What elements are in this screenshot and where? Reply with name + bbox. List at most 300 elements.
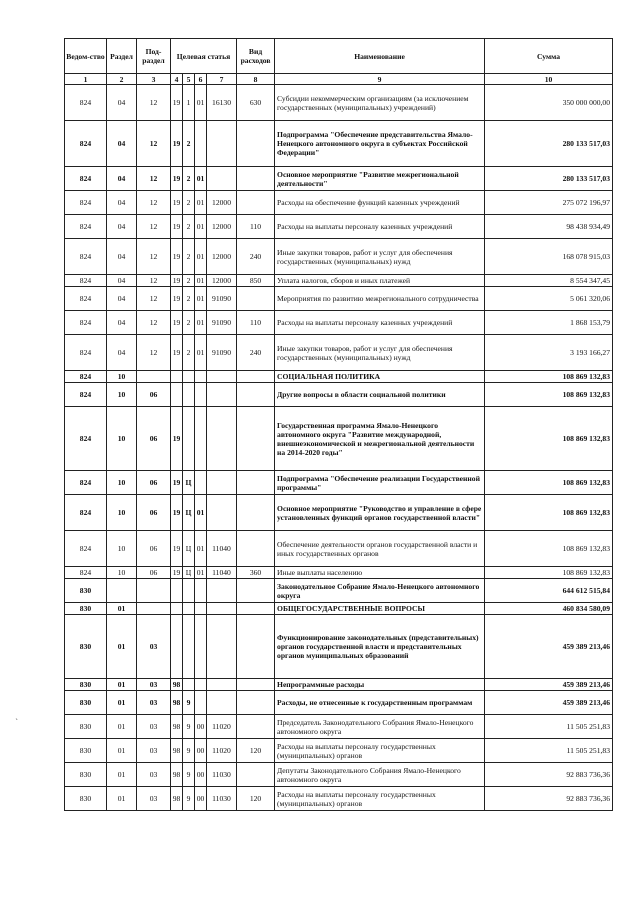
row-razdel: 04 [107, 311, 137, 335]
row-target-3: 00 [195, 787, 207, 811]
row-podrazdel: 06 [137, 407, 171, 471]
row-target-1: 19 [171, 85, 183, 121]
row-podrazdel [137, 371, 171, 383]
margin-mark: ` [15, 718, 19, 727]
row-sum: 11 505 251,83 [485, 715, 613, 739]
table-row [65, 239, 613, 275]
table-row [65, 191, 613, 215]
row-vedomstvo: 824 [65, 287, 107, 311]
row-expense-type: 360 [237, 567, 275, 579]
row-podrazdel: 03 [137, 715, 171, 739]
row-podrazdel: 06 [137, 471, 171, 495]
row-expense-type [237, 287, 275, 311]
row-expense-type [237, 679, 275, 691]
row-target-2: 9 [183, 715, 195, 739]
row-target-4: 11030 [207, 763, 237, 787]
row-razdel: 10 [107, 567, 137, 579]
row-razdel: 10 [107, 471, 137, 495]
row-razdel [107, 579, 137, 603]
row-vedomstvo: 830 [65, 787, 107, 811]
row-expense-type [237, 495, 275, 531]
row-sum: 108 869 132,83 [485, 471, 613, 495]
row-sum: 459 389 213,46 [485, 679, 613, 691]
table-row [65, 121, 613, 167]
table-row [65, 275, 613, 287]
table-row [65, 495, 613, 531]
row-target-2: 2 [183, 167, 195, 191]
table-row [65, 787, 613, 811]
table-row [65, 287, 613, 311]
table-row [65, 383, 613, 407]
row-target-1: 19 [171, 121, 183, 167]
row-expense-type [237, 715, 275, 739]
row-target-4 [207, 691, 237, 715]
row-podrazdel: 03 [137, 763, 171, 787]
row-target-4: 12000 [207, 239, 237, 275]
row-target-2 [183, 371, 195, 383]
row-target-4 [207, 679, 237, 691]
row-target-3 [195, 407, 207, 471]
row-target-1: 98 [171, 715, 183, 739]
row-podrazdel [137, 579, 171, 603]
row-vedomstvo: 830 [65, 715, 107, 739]
table-row [65, 167, 613, 191]
row-razdel: 10 [107, 531, 137, 567]
row-name: Иные закупки товаров, работ и услуг для обеспечения государственных (муниципальных) нужд [275, 335, 485, 371]
row-sum: 5 061 320,06 [485, 287, 613, 311]
table-row [65, 531, 613, 567]
row-razdel: 10 [107, 371, 137, 383]
row-target-2: 2 [183, 121, 195, 167]
row-target-4: 11030 [207, 787, 237, 811]
row-podrazdel: 12 [137, 121, 171, 167]
row-target-4: 12000 [207, 275, 237, 287]
row-expense-type: 850 [237, 275, 275, 287]
row-sum: 168 078 915,03 [485, 239, 613, 275]
row-target-3: 01 [195, 215, 207, 239]
row-podrazdel: 12 [137, 311, 171, 335]
row-name: Уплата налогов, сборов и иных платежей [275, 275, 485, 287]
header-expense-type: Вид расходов [237, 39, 275, 74]
row-target-2: 2 [183, 239, 195, 275]
row-target-2: Ц [183, 495, 195, 531]
row-target-2: 2 [183, 275, 195, 287]
row-podrazdel: 03 [137, 615, 171, 679]
row-target-2: 9 [183, 763, 195, 787]
row-sum: 644 612 515,84 [485, 579, 613, 603]
header-sum: Сумма [485, 39, 613, 74]
row-target-3 [195, 691, 207, 715]
row-target-3 [195, 121, 207, 167]
row-target-4: 16130 [207, 85, 237, 121]
row-expense-type [237, 615, 275, 679]
row-sum: 108 869 132,83 [485, 383, 613, 407]
row-target-3: 00 [195, 715, 207, 739]
row-expense-type [237, 763, 275, 787]
row-name: ОБЩЕГОСУДАРСТВЕННЫЕ ВОПРОСЫ [275, 603, 485, 615]
row-target-2 [183, 407, 195, 471]
row-target-2: Ц [183, 567, 195, 579]
row-target-4 [207, 371, 237, 383]
row-name: Иные выплаты населению [275, 567, 485, 579]
row-sum: 3 193 166,27 [485, 335, 613, 371]
table-row [65, 215, 613, 239]
row-expense-type [237, 167, 275, 191]
row-target-4: 12000 [207, 215, 237, 239]
row-razdel: 04 [107, 121, 137, 167]
row-target-1 [171, 579, 183, 603]
row-name: Расходы на выплаты персоналу казенных учреждений [275, 311, 485, 335]
row-sum: 92 883 736,36 [485, 763, 613, 787]
col-number: 1 [65, 74, 107, 85]
table-row [65, 407, 613, 471]
col-number: 7 [207, 74, 237, 85]
row-target-4 [207, 471, 237, 495]
row-target-4: 11040 [207, 567, 237, 579]
row-target-3: 00 [195, 739, 207, 763]
row-target-1 [171, 383, 183, 407]
row-target-1: 19 [171, 531, 183, 567]
row-expense-type [237, 531, 275, 567]
row-target-2: 2 [183, 311, 195, 335]
row-vedomstvo: 824 [65, 531, 107, 567]
row-name: Законодательное Собрание Ямало-Ненецкого автономного округа [275, 579, 485, 603]
row-target-1: 98 [171, 763, 183, 787]
table-row [65, 615, 613, 679]
row-sum: 460 834 580,09 [485, 603, 613, 615]
header-name: Наименование [275, 39, 485, 74]
row-podrazdel: 12 [137, 275, 171, 287]
row-sum: 98 438 934,49 [485, 215, 613, 239]
row-razdel: 01 [107, 603, 137, 615]
row-name: Расходы на выплаты персоналу государственных (муниципальных) органов [275, 739, 485, 763]
col-number: 8 [237, 74, 275, 85]
table-row [65, 739, 613, 763]
row-target-1: 19 [171, 167, 183, 191]
row-expense-type [237, 371, 275, 383]
row-target-1: 19 [171, 567, 183, 579]
row-name: Обеспечение деятельности органов государственной власти и иных государственных органов [275, 531, 485, 567]
row-razdel: 04 [107, 215, 137, 239]
row-sum: 280 133 517,03 [485, 167, 613, 191]
row-target-3 [195, 371, 207, 383]
row-target-4: 11020 [207, 715, 237, 739]
row-target-4 [207, 495, 237, 531]
row-podrazdel: 06 [137, 383, 171, 407]
row-expense-type: 240 [237, 335, 275, 371]
row-sum: 108 869 132,83 [485, 567, 613, 579]
row-expense-type [237, 691, 275, 715]
col-number: 6 [195, 74, 207, 85]
row-target-2: 2 [183, 215, 195, 239]
row-podrazdel: 03 [137, 679, 171, 691]
row-name: Другие вопросы в области социальной политики [275, 383, 485, 407]
row-target-4 [207, 603, 237, 615]
table-row [65, 311, 613, 335]
row-sum: 350 000 000,00 [485, 85, 613, 121]
row-target-4 [207, 383, 237, 407]
row-target-2: 9 [183, 787, 195, 811]
row-expense-type [237, 191, 275, 215]
row-vedomstvo: 830 [65, 615, 107, 679]
row-expense-type [237, 407, 275, 471]
row-target-1: 98 [171, 691, 183, 715]
row-target-1 [171, 615, 183, 679]
row-expense-type [237, 121, 275, 167]
row-razdel: 04 [107, 167, 137, 191]
row-vedomstvo: 824 [65, 495, 107, 531]
row-target-3: 01 [195, 191, 207, 215]
row-target-3: 01 [195, 287, 207, 311]
row-podrazdel: 06 [137, 567, 171, 579]
row-name: Непрограммные расходы [275, 679, 485, 691]
col-number: 9 [275, 74, 485, 85]
row-target-2: 2 [183, 191, 195, 215]
row-expense-type [237, 471, 275, 495]
row-vedomstvo: 824 [65, 567, 107, 579]
row-name: Расходы на выплаты персоналу государственных (муниципальных) органов [275, 787, 485, 811]
row-target-2: Ц [183, 471, 195, 495]
row-target-1 [171, 603, 183, 615]
row-target-2 [183, 679, 195, 691]
table-row [65, 335, 613, 371]
row-target-3 [195, 603, 207, 615]
row-name: Расходы на выплаты персоналу казенных учреждений [275, 215, 485, 239]
row-target-2: 9 [183, 739, 195, 763]
row-target-1: 19 [171, 407, 183, 471]
row-name: Председатель Законодательного Собрания Ямало-Ненецкого автономного округа [275, 715, 485, 739]
row-razdel: 04 [107, 239, 137, 275]
row-razdel: 01 [107, 787, 137, 811]
row-target-1: 19 [171, 311, 183, 335]
row-target-4 [207, 615, 237, 679]
row-target-3: 01 [195, 335, 207, 371]
row-target-1: 19 [171, 495, 183, 531]
row-target-3: 01 [195, 167, 207, 191]
row-podrazdel: 03 [137, 739, 171, 763]
header-row [65, 39, 613, 74]
row-target-3 [195, 679, 207, 691]
row-name: Подпрограмма "Обеспечение представительства Ямало-Ненецкого автономного округа в субъектах Российской Федерации" [275, 121, 485, 167]
row-target-2 [183, 603, 195, 615]
row-sum: 8 554 347,45 [485, 275, 613, 287]
row-target-3: 01 [195, 311, 207, 335]
table-row [65, 85, 613, 121]
row-target-4: 91090 [207, 287, 237, 311]
row-vedomstvo: 830 [65, 739, 107, 763]
row-razdel: 10 [107, 407, 137, 471]
col-number: 3 [137, 74, 171, 85]
row-target-3: 01 [195, 531, 207, 567]
row-name: Государственная программа Ямало-Ненецкого автономного округа "Развитие международной, внешнеэкономической и межрегиональной деятельности на 2014-2020 годы" [275, 407, 485, 471]
row-target-1: 98 [171, 679, 183, 691]
row-expense-type: 630 [237, 85, 275, 121]
row-sum: 108 869 132,83 [485, 371, 613, 383]
row-name: Основное мероприятие "Развитие межрегиональной деятельности" [275, 167, 485, 191]
table-row [65, 763, 613, 787]
row-podrazdel: 12 [137, 335, 171, 371]
col-number: 5 [183, 74, 195, 85]
row-target-4 [207, 407, 237, 471]
col-number: 10 [485, 74, 613, 85]
row-name: Депутаты Законодательного Собрания Ямало-Ненецкого автономного округа [275, 763, 485, 787]
row-vedomstvo: 824 [65, 191, 107, 215]
row-razdel: 10 [107, 383, 137, 407]
row-name: Функционирование законодательных (представительных) органов государственной власти и представительных органов муниципальных образований [275, 615, 485, 679]
row-target-1: 98 [171, 739, 183, 763]
column-number-row [65, 74, 613, 85]
row-target-2 [183, 615, 195, 679]
row-razdel: 01 [107, 739, 137, 763]
table-row [65, 471, 613, 495]
row-razdel: 01 [107, 691, 137, 715]
row-vedomstvo: 824 [65, 383, 107, 407]
row-vedomstvo: 824 [65, 167, 107, 191]
row-razdel: 04 [107, 335, 137, 371]
row-sum: 11 505 251,83 [485, 739, 613, 763]
row-expense-type: 110 [237, 311, 275, 335]
row-target-4: 91090 [207, 311, 237, 335]
row-target-3: 01 [195, 567, 207, 579]
row-razdel: 04 [107, 191, 137, 215]
row-name: Расходы на обеспечение функций казенных учреждений [275, 191, 485, 215]
row-name: Мероприятия по развитию межрегионального сотрудничества [275, 287, 485, 311]
row-sum: 459 389 213,46 [485, 691, 613, 715]
row-target-1: 98 [171, 787, 183, 811]
row-podrazdel: 12 [137, 85, 171, 121]
row-razdel: 10 [107, 495, 137, 531]
row-name: Основное мероприятие "Руководство и управление в сфере установленных функций органов государственной власти" [275, 495, 485, 531]
row-sum: 108 869 132,83 [485, 407, 613, 471]
table-row [65, 691, 613, 715]
row-name: Расходы, не отнесенные к государственным программам [275, 691, 485, 715]
row-expense-type: 120 [237, 787, 275, 811]
row-target-3 [195, 471, 207, 495]
row-vedomstvo: 824 [65, 275, 107, 287]
row-target-1: 19 [171, 275, 183, 287]
row-target-3: 01 [195, 495, 207, 531]
row-target-4: 11020 [207, 739, 237, 763]
row-target-2: Ц [183, 531, 195, 567]
budget-table-page [64, 38, 612, 811]
row-podrazdel [137, 603, 171, 615]
row-target-1: 19 [171, 191, 183, 215]
row-target-3: 01 [195, 275, 207, 287]
row-razdel: 01 [107, 715, 137, 739]
row-target-3: 00 [195, 763, 207, 787]
row-vedomstvo: 824 [65, 85, 107, 121]
row-name: СОЦИАЛЬНАЯ ПОЛИТИКА [275, 371, 485, 383]
row-expense-type [237, 579, 275, 603]
row-sum: 280 133 517,03 [485, 121, 613, 167]
row-target-2: 1 [183, 85, 195, 121]
row-expense-type [237, 603, 275, 615]
row-vedomstvo: 830 [65, 679, 107, 691]
table-row [65, 679, 613, 691]
row-podrazdel: 12 [137, 191, 171, 215]
row-name: Подпрограмма "Обеспечение реализации Государственной программы" [275, 471, 485, 495]
row-podrazdel: 06 [137, 531, 171, 567]
table-row [65, 567, 613, 579]
header-podrazdel: Под-раздел [137, 39, 171, 74]
row-podrazdel: 12 [137, 287, 171, 311]
row-target-1 [171, 371, 183, 383]
header-vedomstvo: Ведом-ство [65, 39, 107, 74]
row-podrazdel: 06 [137, 495, 171, 531]
row-target-2: 2 [183, 287, 195, 311]
row-vedomstvo: 830 [65, 691, 107, 715]
row-target-4 [207, 167, 237, 191]
row-target-3 [195, 383, 207, 407]
budget-table [64, 38, 613, 811]
row-target-2: 2 [183, 335, 195, 371]
row-target-1: 19 [171, 287, 183, 311]
row-podrazdel: 12 [137, 167, 171, 191]
header-target-article: Целевая статья [171, 39, 237, 74]
row-target-1: 19 [171, 335, 183, 371]
table-row [65, 371, 613, 383]
row-razdel: 04 [107, 275, 137, 287]
row-sum: 92 883 736,36 [485, 787, 613, 811]
row-target-4: 11040 [207, 531, 237, 567]
row-expense-type: 240 [237, 239, 275, 275]
table-body [65, 85, 613, 811]
row-target-4: 12000 [207, 191, 237, 215]
row-target-2 [183, 383, 195, 407]
table-row [65, 603, 613, 615]
row-vedomstvo: 824 [65, 121, 107, 167]
row-vedomstvo: 824 [65, 239, 107, 275]
row-vedomstvo: 824 [65, 407, 107, 471]
row-razdel: 01 [107, 615, 137, 679]
row-expense-type: 110 [237, 215, 275, 239]
row-sum: 275 072 196,97 [485, 191, 613, 215]
row-target-4 [207, 579, 237, 603]
row-target-3 [195, 579, 207, 603]
row-vedomstvo: 830 [65, 579, 107, 603]
header-razdel: Раздел [107, 39, 137, 74]
row-target-1: 19 [171, 239, 183, 275]
col-number: 4 [171, 74, 183, 85]
row-target-2 [183, 579, 195, 603]
table-row [65, 579, 613, 603]
row-vedomstvo: 830 [65, 763, 107, 787]
table-row [65, 715, 613, 739]
row-target-4 [207, 121, 237, 167]
row-target-1: 19 [171, 471, 183, 495]
row-expense-type: 120 [237, 739, 275, 763]
row-target-1: 19 [171, 215, 183, 239]
row-target-3: 01 [195, 85, 207, 121]
row-sum: 108 869 132,83 [485, 531, 613, 567]
row-vedomstvo: 824 [65, 335, 107, 371]
row-vedomstvo: 824 [65, 311, 107, 335]
row-podrazdel: 03 [137, 787, 171, 811]
row-podrazdel: 12 [137, 215, 171, 239]
row-podrazdel: 03 [137, 691, 171, 715]
row-name: Иные закупки товаров, работ и услуг для обеспечения государственных (муниципальных) нужд [275, 239, 485, 275]
row-vedomstvo: 824 [65, 471, 107, 495]
row-sum: 108 869 132,83 [485, 495, 613, 531]
col-number: 2 [107, 74, 137, 85]
row-target-2: 9 [183, 691, 195, 715]
row-razdel: 01 [107, 679, 137, 691]
row-expense-type [237, 383, 275, 407]
row-razdel: 01 [107, 763, 137, 787]
row-vedomstvo: 830 [65, 603, 107, 615]
row-target-3: 01 [195, 239, 207, 275]
row-name: Субсидии некоммерческим организациям (за исключением государственных (муниципальных) учреждений) [275, 85, 485, 121]
